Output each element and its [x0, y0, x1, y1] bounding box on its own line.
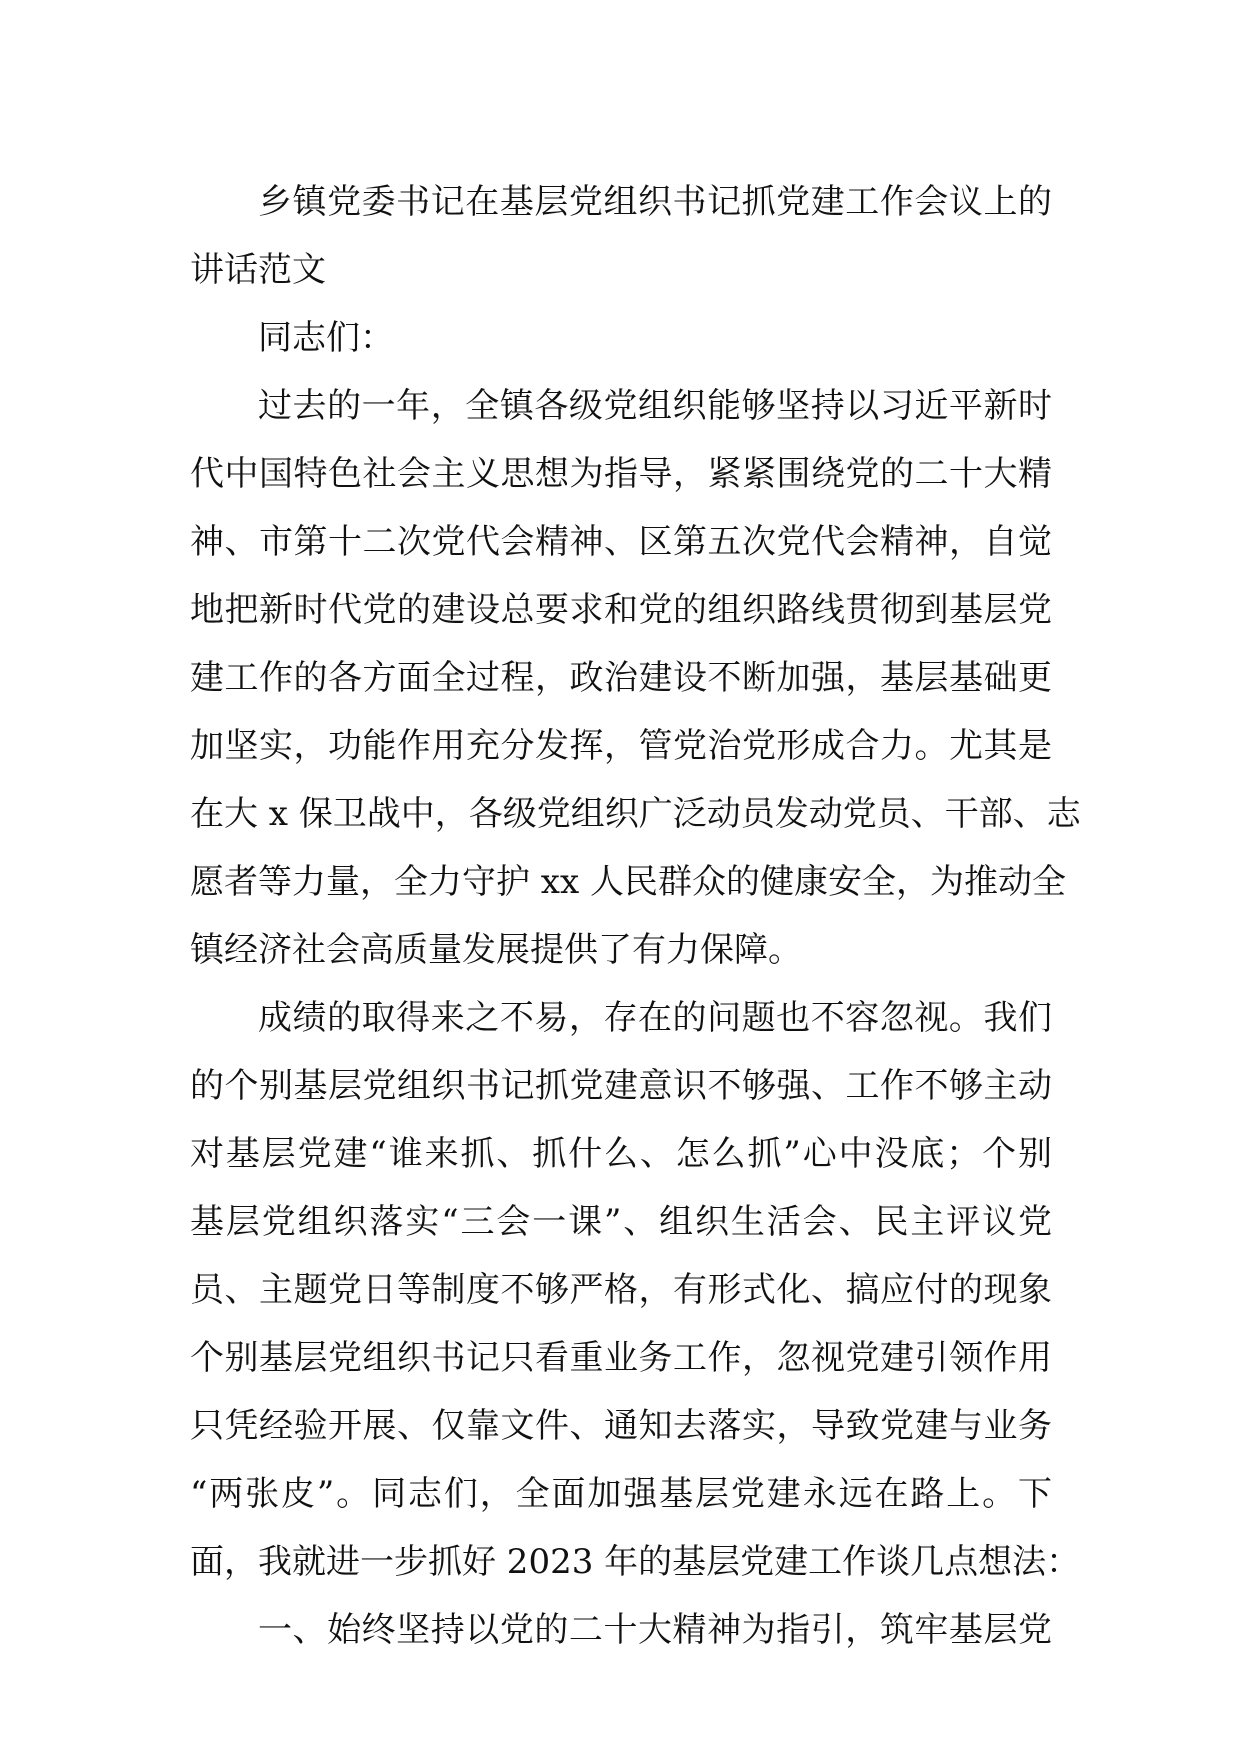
paragraph-line: 代中国特色社会主义思想为指导，紧紧围绕党的二十大精 — [190, 454, 1052, 494]
paragraph-1 — [190, 372, 1081, 984]
paragraph-line: 愿者等力量，全力守护 xx 人民群众的健康安全，为推动全 — [190, 862, 1066, 902]
paragraph-line: 地把新时代党的建设总要求和党的组织路线贯彻到基层党 — [190, 590, 1052, 630]
title-line: 讲话范文 — [190, 250, 326, 290]
paragraph-line: 神、市第十二次党代会精神、区第五次党代会精神，自觉 — [190, 522, 1052, 562]
paragraph-line: “两张皮”。同志们，全面加强基层党建永远在路上。下 — [190, 1474, 1052, 1514]
title-line: 乡镇党委书记在基层党组织书记抓党建工作会议上的 — [258, 182, 1052, 222]
paragraph-2 — [190, 984, 1081, 1596]
paragraph-line: 员、主题党日等制度不够严格，有形式化、搞应付的现象 — [190, 1270, 1052, 1310]
paragraph-line: 个别基层党组织书记只看重业务工作，忽视党建引领作用 — [190, 1338, 1052, 1378]
paragraph-line: 只凭经验开展、仅靠文件、通知去落实，导致党建与业务 — [190, 1406, 1052, 1446]
document-title — [190, 168, 1052, 304]
paragraph-line: 成绩的取得来之不易，存在的问题也不容忽视。我们 — [258, 998, 1052, 1038]
paragraph-line: 在大 x 保卫战中，各级党组织广泛动员发动党员、干部、志 — [190, 794, 1081, 834]
paragraph-line: 基层党组织落实“三会一课”、组织生活会、民主评议党 — [190, 1202, 1052, 1242]
paragraph-line: 建工作的各方面全过程，政治建设不断加强，基层基础更 — [190, 658, 1052, 698]
document-body — [190, 168, 1081, 1664]
paragraph-line: 镇经济社会高质量发展提供了有力保障。 — [190, 930, 802, 970]
paragraph-line: 的个别基层党组织书记抓党建意识不够强、工作不够主动 — [190, 1066, 1052, 1106]
paragraph-line: 面，我就进一步抓好 2023 年的基层党建工作谈几点想法： — [190, 1542, 1081, 1582]
paragraph-line: 对基层党建“谁来抓、抓什么、怎么抓”心中没底；个别 — [190, 1134, 1052, 1174]
paragraph-line: 加坚实，功能作用充分发挥，管党治党形成合力。尤其是 — [190, 726, 1052, 766]
salutation: 同志们： — [258, 318, 394, 358]
section-heading: 一、始终坚持以党的二十大精神为指引，筑牢基层党 — [258, 1610, 1052, 1650]
paragraph-line: 过去的一年，全镇各级党组织能够坚持以习近平新时 — [258, 386, 1052, 426]
